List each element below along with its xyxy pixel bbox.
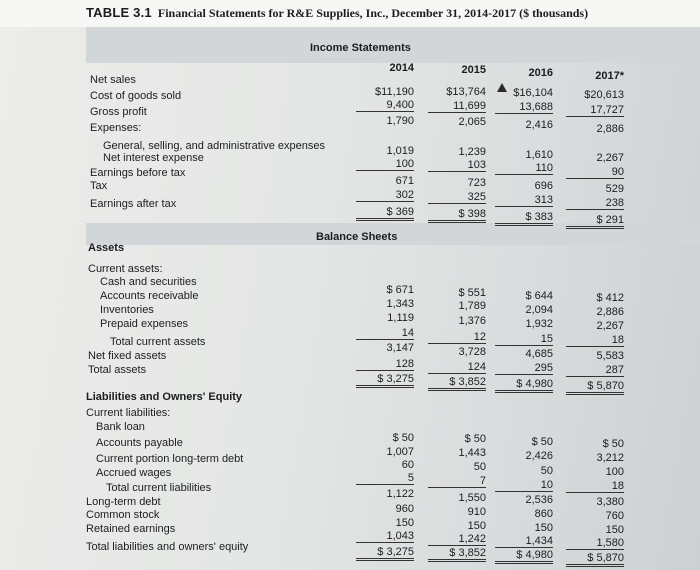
income-row-label: Expenses:	[90, 122, 142, 134]
current-liabilities-heading: Current liabilities:	[86, 407, 171, 419]
liability-row-value: $ 5,870	[566, 552, 624, 567]
income-row-value: 9,400	[356, 99, 414, 112]
liability-row-value: $ 3,852	[428, 547, 486, 562]
asset-row-value: 1,376	[458, 315, 486, 327]
income-row-value: 723	[467, 177, 486, 189]
income-row-value: $ 369	[356, 206, 414, 221]
title-bar	[0, 0, 700, 27]
liability-row-value: $ 50	[531, 436, 553, 448]
asset-row-value: 14	[356, 327, 414, 340]
liability-row-value: 150	[534, 522, 553, 534]
asset-row-label: Cash and securities	[100, 276, 197, 288]
liability-row-value: 18	[566, 480, 624, 493]
liability-row-value: 7	[428, 475, 486, 488]
liability-row-value: 1,122	[386, 488, 414, 500]
asset-row-value: 295	[495, 362, 553, 375]
liability-row-value: $ 3,275	[356, 546, 414, 561]
liability-row-value: 150	[467, 520, 486, 532]
asset-row-value: 18	[566, 334, 624, 347]
asset-row-value: 287	[566, 364, 624, 377]
liabilities-heading: Liabilities and Owners' Equity	[86, 391, 243, 403]
asset-row-value: 1,789	[458, 300, 486, 312]
income-row-value: 2,416	[525, 119, 553, 131]
asset-row-label: Total current assets	[110, 336, 206, 348]
asset-row-value: 1,343	[386, 298, 414, 310]
income-row-value: $11,190	[375, 86, 414, 98]
year-header: 2016	[528, 67, 553, 79]
income-row-value: 529	[605, 183, 624, 195]
income-row-value: 103	[428, 159, 486, 172]
income-row-label: General, selling, and administrative expenses	[103, 140, 325, 152]
asset-row-label: Inventories	[100, 304, 154, 316]
income-row-label: Earnings after tax	[90, 198, 177, 210]
liability-row-value: 3,380	[596, 496, 624, 508]
liability-row-value: 1,242	[428, 533, 486, 546]
liability-row-value: 910	[467, 506, 486, 518]
income-row-value: 110	[495, 162, 553, 175]
income-row-label: Earnings before tax	[90, 167, 186, 179]
asset-row-value: $ 3,275	[356, 373, 414, 388]
table-title	[86, 5, 588, 21]
income-statements-heading: Income Statements	[310, 42, 411, 54]
asset-row-label: Prepaid expenses	[100, 318, 189, 330]
liability-row-value: 50	[540, 465, 553, 477]
liability-row-value: 960	[395, 503, 414, 515]
income-row-value: 325	[428, 191, 486, 204]
income-row-value: 90	[566, 166, 624, 179]
asset-row-label: Total assets	[88, 364, 147, 376]
year-header: 2015	[461, 64, 486, 76]
income-row-value: 313	[495, 194, 553, 207]
income-row-value: $ 398	[428, 208, 486, 223]
income-row-value: $ 383	[495, 211, 553, 226]
year-header: 2017*	[595, 70, 624, 82]
liability-row-value: 2,536	[525, 494, 553, 506]
income-row-value: $20,613	[584, 89, 624, 101]
year-header: 2014	[389, 62, 414, 74]
liability-row-value: $ 4,980	[495, 549, 553, 564]
income-row-value: 1,610	[525, 149, 553, 161]
asset-row-value: $ 551	[458, 287, 486, 299]
income-row-value: 2,886	[596, 123, 624, 135]
income-row-value: $13,764	[446, 86, 486, 98]
asset-row-value: 2,886	[596, 306, 624, 318]
liability-row-label: Accounts payable	[96, 437, 183, 449]
liability-row-value: 3,212	[596, 452, 624, 464]
income-row-label: Cost of goods sold	[90, 90, 182, 102]
income-row-value: 13,688	[495, 101, 553, 114]
income-row-value: 17,727	[566, 104, 624, 117]
liability-row-value: 1,580	[566, 537, 624, 550]
asset-row-value: 12	[428, 331, 486, 344]
asset-row-value: $ 3,852	[428, 376, 486, 391]
liability-row-value: 50	[473, 461, 486, 473]
asset-row-value: $ 4,980	[495, 378, 553, 393]
liability-row-label: Long-term debt	[86, 496, 161, 508]
liability-row-value: 100	[605, 466, 624, 478]
income-row-label: Net sales	[90, 74, 136, 86]
liability-row-value: 5	[356, 472, 414, 485]
income-row-value: 696	[534, 180, 553, 192]
liability-row-value: 1,443	[458, 447, 486, 459]
liability-row-label: Common stock	[86, 509, 160, 521]
income-row-value: 100	[356, 158, 414, 171]
asset-row-value: 4,685	[525, 348, 553, 360]
liability-row-value: 1,434	[495, 535, 553, 548]
liability-row-label: Accrued wages	[96, 467, 172, 479]
liability-row-label: Total liabilities and owners' equity	[86, 541, 249, 553]
asset-row-value: 3,728	[458, 346, 486, 358]
income-row-value: 1,790	[386, 115, 414, 127]
income-row-value: 1,019	[386, 145, 414, 157]
current-assets-heading: Current assets:	[88, 263, 163, 275]
liability-row-value: 1,043	[356, 530, 414, 543]
liability-row-value: $ 50	[464, 433, 486, 445]
liability-row-label: Total current liabilities	[106, 482, 212, 494]
liability-row-value: $ 50	[602, 438, 624, 450]
income-row-value: 11,699	[428, 100, 486, 113]
liability-row-value: 1,550	[458, 492, 486, 504]
income-row-value: 2,065	[458, 116, 486, 128]
asset-row-value: $ 412	[596, 292, 624, 304]
income-row-value: $ 291	[566, 214, 624, 229]
income-row-value: 671	[395, 175, 414, 187]
table-caption: Financial Statements for R&E Supplies, Inc., December 31, 2014-2017 ($ thousands)	[157, 6, 589, 20]
liability-row-value: 760	[605, 510, 624, 522]
income-row-label: Tax	[90, 180, 108, 192]
liability-row-value: 10	[495, 479, 553, 492]
income-row-value: 1,239	[458, 146, 486, 158]
liability-row-label: Bank loan	[96, 421, 145, 433]
liability-row-value: 60	[401, 459, 414, 471]
asset-row-value: 15	[495, 333, 553, 346]
asset-row-value: 128	[356, 358, 414, 371]
income-row-label: Gross profit	[90, 106, 147, 118]
asset-row-value: $ 644	[525, 290, 553, 302]
table-number: TABLE 3.1	[86, 5, 152, 20]
liability-row-value: 860	[534, 508, 553, 520]
liability-row-label: Current portion long-term debt	[96, 453, 244, 465]
income-row-value: 2,267	[596, 152, 624, 164]
assets-heading: Assets	[88, 242, 125, 254]
liability-row-value: 1,007	[386, 446, 414, 458]
asset-row-value: 124	[428, 361, 486, 374]
asset-row-value: $ 5,870	[566, 380, 624, 395]
liability-row-label: Retained earnings	[86, 523, 176, 535]
asset-row-value: 5,583	[596, 350, 624, 362]
asset-row-value: 3,147	[386, 342, 414, 354]
balance-sheets-heading: Balance Sheets	[316, 231, 398, 243]
liability-row-value: $ 50	[392, 432, 414, 444]
liability-row-value: 150	[395, 517, 414, 529]
income-row-label: Net interest expense	[103, 152, 204, 164]
asset-row-value: $ 671	[386, 284, 414, 296]
asset-row-label: Net fixed assets	[88, 350, 167, 362]
income-row-value: $16,104	[513, 87, 553, 99]
asset-row-label: Accounts receivable	[100, 290, 199, 302]
liability-row-value: 2,426	[525, 450, 553, 462]
asset-row-value: 2,267	[596, 320, 624, 332]
asset-row-value: 2,094	[525, 304, 553, 316]
income-row-value: 238	[566, 197, 624, 210]
liability-row-value: 150	[605, 524, 624, 536]
asset-row-value: 1,119	[387, 312, 414, 324]
income-row-value: 302	[356, 189, 414, 202]
asset-row-value: 1,932	[525, 318, 553, 330]
